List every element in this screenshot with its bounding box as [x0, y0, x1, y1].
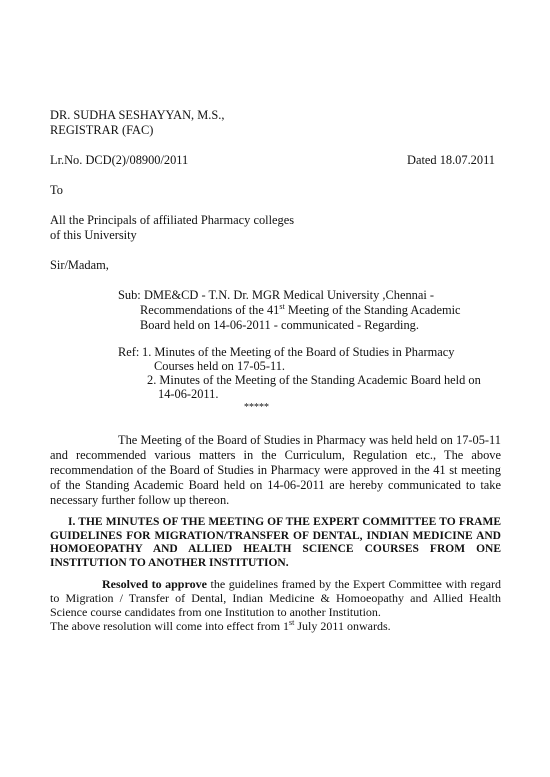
subject-line-3: Board held on 14-06-2011 - communicated - Regarding.: [140, 318, 419, 332]
subject-line-1: DME&CD - T.N. Dr. MGR Medical University ,Chennai -: [144, 288, 434, 302]
addressee-line-1: All the Principals of affiliated Pharmacy colleges: [50, 213, 295, 227]
addressee-line-2: of this University: [50, 228, 137, 242]
letter-date: Dated 18.07.2011: [407, 153, 495, 167]
letter-number: Lr.No. DCD(2)/08900/2011: [50, 153, 189, 167]
effect-date-line: The above resolution will come into effect from 1st July 2011 onwards.: [50, 618, 391, 633]
subject-label: Sub:: [118, 288, 141, 302]
body-paragraph: The Meeting of the Board of Studies in Pharmacy was held held on 17-05-11 and recommended various matters in the Curriculum, Regulation etc., The above recommendation of the Board of Studies in Pharmacy were approved in the 41 st meeting of the Standing Academic Board held on 14-06-2011 are hereby communicated to take necessary further follow up thereon.: [50, 433, 501, 507]
registrar-title: REGISTRAR (FAC): [50, 123, 154, 137]
reference-1-line-2: Courses held on 17-05-11.: [154, 359, 286, 373]
separator-stars: *****: [244, 402, 269, 413]
section-heading: I. THE MINUTES OF THE MEETING OF THE EXPERT COMMITTEE TO FRAME GUIDELINES FOR MIGRATION/TRANSFER OF DENTAL, INDIAN MEDICINE AND HOMOEOPATHY AND ALLIED HEALTH SCIENCE COURSES FROM ONE INSTITUTION TO ANOTHER INSTITUTION.: [50, 516, 501, 569]
to-label: To: [50, 183, 63, 197]
reference-1-line-1: 1. Minutes of the Meeting of the Board of Studies in Pharmacy: [142, 345, 455, 359]
reference-2-line-1: 2. Minutes of the Meeting of the Standing Academic Board held on: [147, 373, 481, 387]
resolution-paragraph: Resolved to approve the guidelines framed by the Expert Committee with regard to Migration / Transfer of Dental, Indian Medicine & Homoeopathy and Allied Health Science course candidates from one Institution to another Institution.: [50, 577, 501, 619]
reference-2-line-2: 14-06-2011.: [158, 387, 219, 401]
salutation: Sir/Madam,: [50, 258, 109, 272]
registrar-name: DR. SUDHA SESHAYYAN, M.S.,: [50, 108, 225, 122]
subject-line-2: Recommendations of the 41st Meeting of the Standing Academic: [140, 301, 461, 317]
reference-label: Ref:: [118, 345, 140, 359]
